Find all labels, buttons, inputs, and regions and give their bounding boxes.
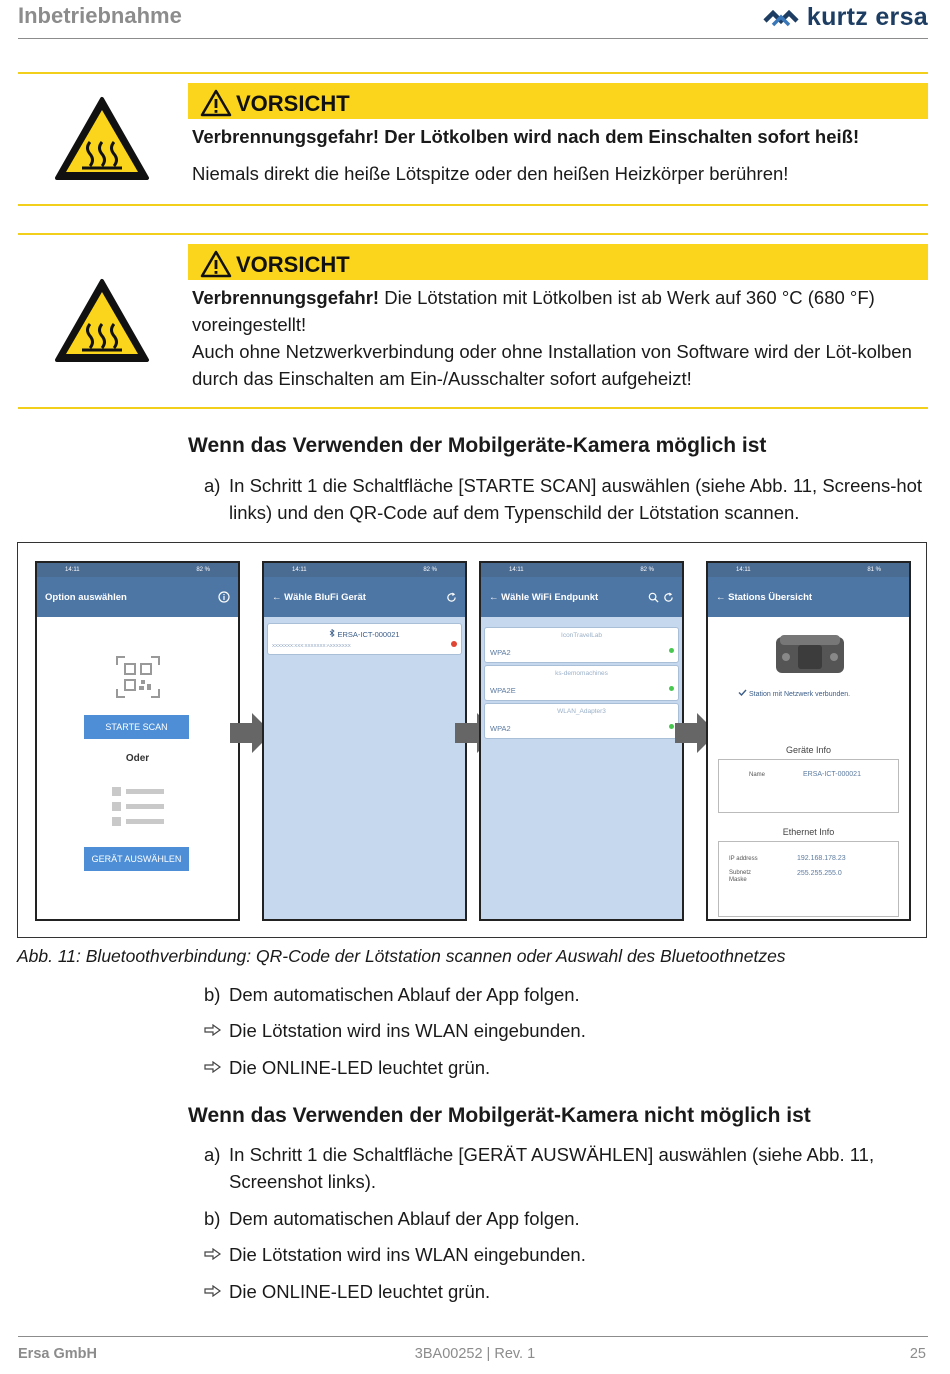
wifi-ssid: ks-demomachines — [555, 670, 608, 677]
mask-value: 255.255.255.0 — [797, 870, 842, 877]
status-battery: 81 % — [867, 567, 881, 573]
screen-body — [264, 617, 465, 919]
figure-screenshots — [17, 542, 927, 938]
start-scan-button[interactable]: STARTE SCAN — [84, 715, 189, 739]
result-item — [204, 1278, 924, 1305]
hazard-text: Die Lötstation mit Lötkolben ist ab Werk auf 360 °C (680 °F) voreingestellt! — [192, 287, 875, 335]
footer-divider — [18, 1336, 928, 1337]
step-text: Dem automatischen Ablauf der App folgen. — [229, 984, 580, 1005]
status-bar — [264, 563, 465, 577]
kurtz-ersa-logo-icon — [763, 7, 801, 29]
step-item — [204, 981, 924, 1008]
screen-body — [708, 617, 909, 919]
result-arrow-icon — [204, 1285, 222, 1297]
name-value: ERSA-ICT-000021 — [803, 771, 861, 778]
bluetooth-icon — [329, 629, 335, 637]
app-bar-actions — [648, 592, 674, 603]
step-item — [204, 472, 924, 526]
mask-label: Subnetz Maske — [729, 870, 752, 883]
info-icon[interactable] — [218, 591, 230, 603]
wifi-security: WPA2E — [490, 686, 516, 695]
screen-wifi-endpoint — [479, 561, 684, 921]
screen-station-overview — [706, 561, 911, 921]
status-time: 14:11 — [292, 567, 307, 573]
app-bar — [264, 577, 465, 617]
result-item — [204, 1241, 924, 1268]
station-image — [772, 631, 848, 677]
status-time: 14:11 — [509, 567, 524, 573]
warning-hazard-text — [192, 284, 924, 338]
status-bar — [481, 563, 682, 577]
screen-option-select — [35, 561, 240, 921]
warning-signal-bar — [188, 244, 928, 280]
app-bar-title[interactable]: ← Wähle BluFi Gerät — [272, 591, 366, 603]
warning-triangle-icon — [200, 89, 232, 117]
screen-body — [37, 617, 238, 919]
step-item — [204, 1205, 924, 1232]
hot-surface-warning-icon — [54, 278, 150, 364]
device-title — [268, 629, 461, 639]
device-name: ERSA-ICT-000021 — [337, 630, 400, 639]
signal-dot — [669, 648, 674, 653]
or-label: Oder — [125, 753, 150, 764]
company-logo — [763, 3, 928, 32]
app-bar — [708, 577, 909, 617]
warning-instruction-text: Auch ohne Netzwerkverbindung oder ohne Installation von Software wird der Löt-kolben durch das Einschalten am Ein-/Ausschalter sofort aufgeheizt! — [192, 341, 912, 389]
page-number: 25 — [909, 1346, 926, 1362]
app-bar — [481, 577, 682, 617]
warning-hazard-text: Verbrennungsgefahr! Der Lötkolben wird nach dem Einschalten sofort heiß! — [192, 126, 860, 147]
result-text: Die ONLINE-LED leuchtet grün. — [229, 1281, 491, 1302]
search-icon[interactable] — [648, 592, 659, 603]
footer-doc-id: 3BA00252 | Rev. 1 — [414, 1346, 536, 1362]
connection-text: Station mit Netzwerk verbunden. — [748, 691, 851, 698]
logo-text: kurtz ersa — [806, 3, 928, 31]
hazard-bold: Verbrennungsgefahr! — [192, 287, 380, 308]
header-divider — [18, 38, 928, 39]
qr-code-icon — [115, 655, 161, 699]
signal-word: VORSICHT — [236, 252, 350, 277]
app-bar-title[interactable]: ← Stations Übersicht — [716, 591, 813, 603]
connection-status — [738, 689, 850, 698]
status-battery: 82 % — [640, 567, 654, 573]
result-text: Die Lötstation wird ins WLAN eingebunden. — [229, 1244, 586, 1265]
section-heading: Wenn das Verwenden der Mobilgerät-Kamera nicht möglich ist — [188, 1104, 811, 1127]
result-arrow-icon — [204, 1024, 222, 1036]
hot-surface-warning-icon — [54, 96, 150, 182]
warning-triangle-icon — [200, 250, 232, 278]
device-info-title: Geräte Info — [785, 745, 832, 755]
status-battery: 82 % — [423, 567, 437, 573]
screen-bluefi-device — [262, 561, 467, 921]
list-icon — [110, 785, 166, 829]
status-time: 14:11 — [65, 567, 80, 573]
name-label: Name — [749, 772, 766, 778]
app-bar-title: Option auswählen — [45, 591, 127, 603]
app-bar-title[interactable]: ← Wähle WiFi Endpunkt — [489, 591, 599, 603]
signal-dot — [669, 686, 674, 691]
signal-dot — [669, 724, 674, 729]
device-status-dot — [451, 641, 457, 647]
result-arrow-icon — [204, 1248, 222, 1260]
app-bar — [37, 577, 238, 617]
step-label: a) — [204, 1144, 221, 1165]
warning-signal-bar — [188, 83, 928, 119]
result-item — [204, 1017, 924, 1044]
status-battery: 82 % — [196, 567, 210, 573]
screen-body — [481, 617, 682, 919]
result-arrow-icon — [204, 1061, 222, 1073]
status-bar — [708, 563, 909, 577]
wifi-ssid: WLAN_Adapter3 — [557, 708, 606, 715]
ethernet-info-box — [718, 841, 899, 917]
refresh-icon[interactable] — [663, 592, 674, 603]
device-id: XXXXXXX:XXX:XXXXXXX:AXXXXXXX — [272, 643, 351, 648]
step-label: b) — [204, 984, 221, 1005]
check-icon — [738, 689, 747, 696]
result-item — [204, 1054, 924, 1081]
device-info-box — [718, 759, 899, 813]
signal-word: VORSICHT — [236, 91, 350, 116]
select-device-button[interactable]: GERÄT AUSWÄHLEN — [84, 847, 189, 871]
step-text: In Schritt 1 die Schaltfläche [STARTE SCAN] auswählen (siehe Abb. 11, Screens-hot links) und den QR-Code auf dem Typenschild der Lötstation scannen. — [229, 475, 923, 523]
ip-label: IP address — [729, 856, 758, 862]
warning-instruction-text: Niemals direkt die heiße Lötspitze oder den heißen Heizkörper berühren! — [192, 163, 789, 184]
wifi-security: WPA2 — [490, 724, 511, 733]
section-title: Inbetriebnahme — [18, 3, 182, 28]
wifi-ssid: IconTravelLab — [561, 632, 602, 639]
step-text: In Schritt 1 die Schaltfläche [GERÄT AUSWÄHLEN] auswählen (siehe Abb. 11, Screenshot links). — [229, 1144, 875, 1192]
result-text: Die ONLINE-LED leuchtet grün. — [229, 1057, 491, 1078]
warning-bottom-line — [18, 204, 928, 206]
warning-top-line — [18, 72, 928, 74]
device-card[interactable] — [267, 623, 462, 655]
status-bar — [37, 563, 238, 577]
step-item — [204, 1141, 924, 1195]
wifi-network-item[interactable] — [484, 703, 679, 739]
ethernet-info-title: Ethernet Info — [782, 827, 835, 837]
wifi-network-item[interactable] — [484, 627, 679, 663]
step-text: Dem automatischen Ablauf der App folgen. — [229, 1208, 580, 1229]
result-text: Die Lötstation wird ins WLAN eingebunden. — [229, 1020, 586, 1041]
wifi-security: WPA2 — [490, 648, 511, 657]
warning-bottom-line — [18, 407, 928, 409]
refresh-icon[interactable] — [446, 592, 457, 603]
ip-value: 192.168.178.23 — [797, 855, 846, 862]
wifi-network-item[interactable] — [484, 665, 679, 701]
figure-caption: Abb. 11: Bluetoothverbindung: QR-Code der Lötstation scannen oder Auswahl des Bluetoothnetzes — [17, 946, 786, 966]
footer-company: Ersa GmbH — [18, 1346, 97, 1362]
step-label: a) — [204, 475, 221, 496]
status-time: 14:11 — [736, 567, 751, 573]
step-label: b) — [204, 1208, 221, 1229]
section-heading: Wenn das Verwenden der Mobilgeräte-Kamera möglich ist — [188, 434, 767, 457]
warning-top-line — [18, 233, 928, 235]
